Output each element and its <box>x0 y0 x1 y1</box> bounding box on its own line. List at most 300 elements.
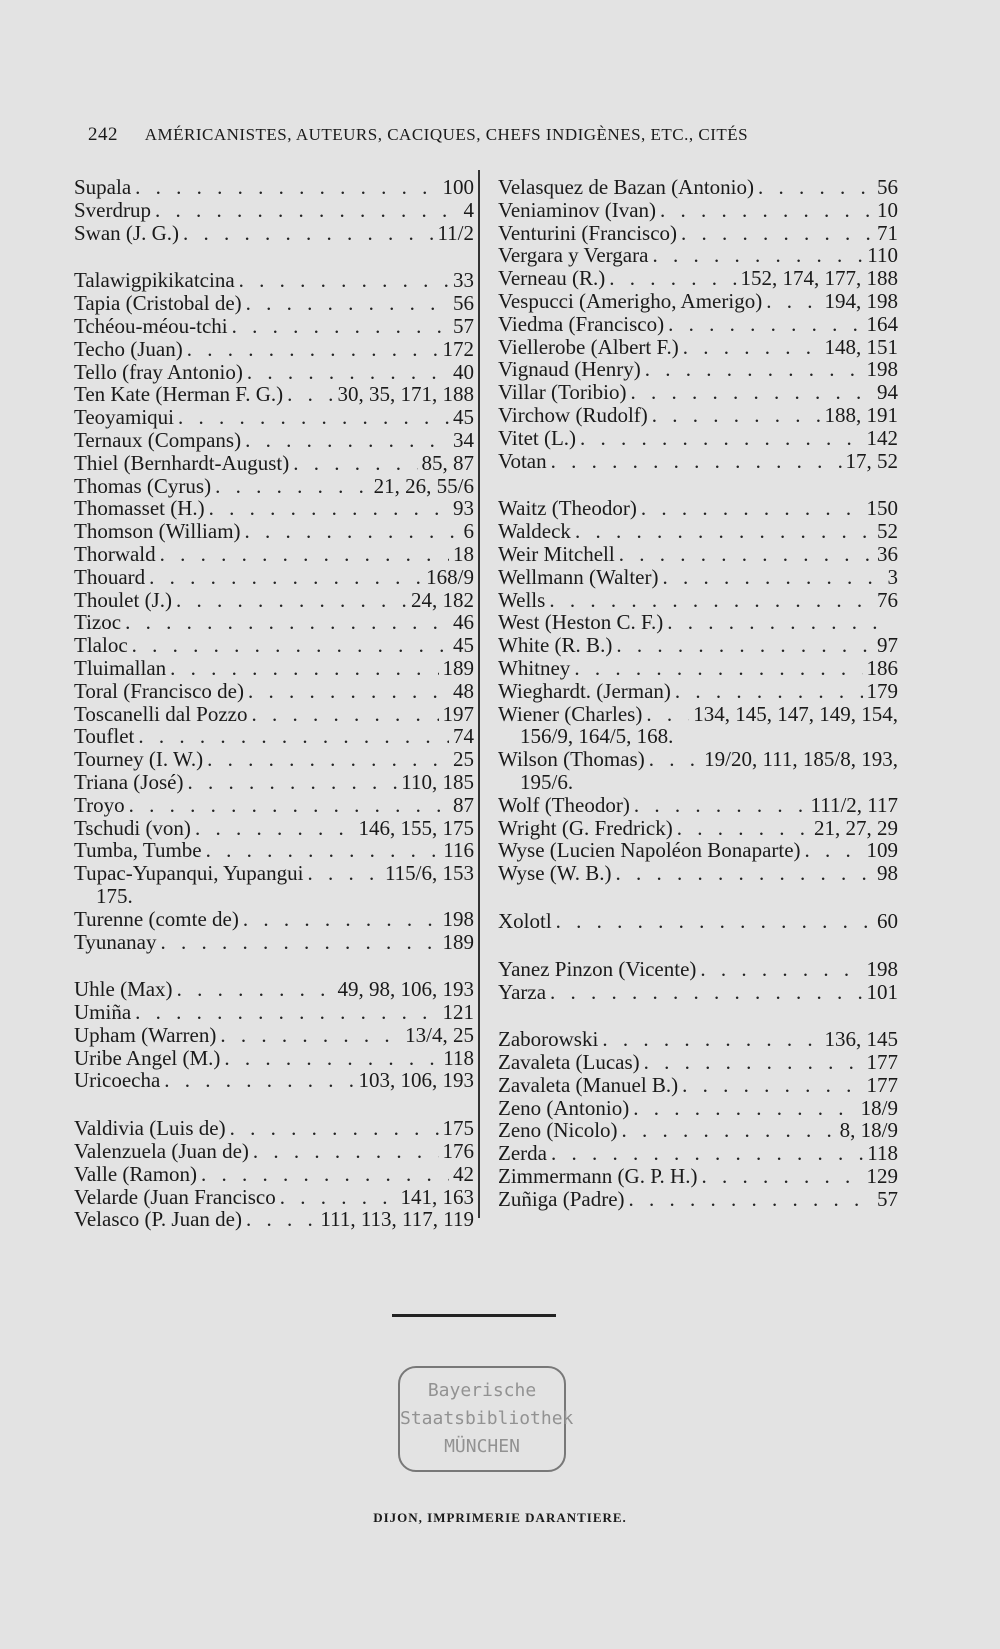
leader-dots <box>580 427 862 450</box>
end-rule <box>392 1314 556 1317</box>
entry-pages: 115/6, 153 <box>384 861 474 886</box>
leader-dots <box>652 404 821 427</box>
entry-pages: 21, 27, 29 <box>814 815 898 840</box>
index-entry <box>74 978 474 1001</box>
entry-pages: 116 <box>443 838 474 863</box>
leader-dots <box>135 176 438 199</box>
entry-name: Vergara y Vergara <box>498 243 649 268</box>
index-entry <box>498 222 898 245</box>
entry-name: Velarde (Juan Francisco <box>74 1184 276 1209</box>
entry-pages: 46 <box>453 610 474 635</box>
index-entry <box>74 1069 474 1092</box>
entry-pages: 97 <box>877 633 898 658</box>
leader-dots <box>574 657 862 680</box>
leader-dots <box>155 199 460 222</box>
entry-name: White (R. B.) <box>498 633 613 658</box>
leader-dots <box>201 1163 449 1186</box>
index-group <box>74 978 474 1092</box>
leader-dots <box>246 1208 316 1231</box>
index-entry <box>498 497 898 520</box>
entry-name: Wyse (W. B.) <box>498 861 612 886</box>
entry-pages: 175 <box>442 1116 474 1141</box>
entry-name: Turenne (comte de) <box>74 906 239 931</box>
entry-name: Veniaminov (Ivan) <box>498 197 657 222</box>
leader-dots <box>549 589 873 612</box>
index-entry <box>498 589 898 612</box>
leader-dots <box>668 313 862 336</box>
entry-name: Talawigpikikatcina <box>74 268 235 293</box>
leader-dots <box>187 338 439 361</box>
entry-name: Zimmermann (G. P. H.) <box>498 1164 698 1189</box>
index-group <box>74 269 474 953</box>
index-entry <box>74 1140 474 1163</box>
entry-name: Wieghardt. (Jerman) <box>498 678 671 703</box>
index-group <box>498 497 898 885</box>
index-column-left <box>74 176 474 1256</box>
entry-pages: 33 <box>453 268 474 293</box>
entry-pages: 24, 182 <box>411 587 474 612</box>
index-entry <box>74 1186 474 1209</box>
index-entry <box>74 566 474 589</box>
entry-pages: 110, 185 <box>401 769 474 794</box>
entry-pages: 118 <box>867 1141 898 1166</box>
index-entry <box>74 338 474 361</box>
leader-dots <box>207 748 449 771</box>
entry-name: Ten Kate (Herman F. G.) <box>74 382 284 407</box>
entry-pages: 76 <box>877 587 898 612</box>
leader-dots <box>675 680 863 703</box>
index-group <box>74 1117 474 1231</box>
entry-name: Whitney <box>498 655 571 680</box>
entry-name: Ternaux (Compans) <box>74 427 242 452</box>
leader-dots <box>125 611 449 634</box>
index-entry <box>74 634 474 657</box>
entry-pages: 110 <box>867 243 898 268</box>
index-entry <box>498 290 898 313</box>
entry-pages: 30, 35, 171, 188 <box>337 382 474 407</box>
index-entry <box>498 1097 898 1120</box>
index-column-right <box>498 176 898 1236</box>
index-entry <box>74 520 474 543</box>
index-entry <box>74 199 474 222</box>
entry-name: Tlaloc <box>74 633 128 658</box>
index-entry <box>74 406 474 429</box>
index-entry <box>498 566 898 589</box>
entry-name: Verneau (R.) <box>498 266 606 291</box>
index-entry <box>74 292 474 315</box>
entry-name: Tupac-Yupanqui, Yupangui <box>74 861 304 886</box>
index-entry <box>498 748 898 771</box>
leader-dots <box>622 1119 836 1142</box>
index-entry <box>74 452 474 475</box>
entry-pages: 198 <box>866 357 898 382</box>
index-entry <box>498 862 898 885</box>
leader-dots <box>556 910 873 933</box>
entry-pages: 18/9 <box>860 1095 898 1120</box>
leader-dots <box>195 817 355 840</box>
index-entry <box>74 1047 474 1070</box>
leader-dots <box>652 244 863 267</box>
leader-dots <box>293 452 417 475</box>
index-entry <box>498 199 898 222</box>
entry-name: Votan <box>498 448 547 473</box>
entry-pages: 197 <box>442 701 474 726</box>
entry-pages: 176 <box>442 1139 474 1164</box>
entry-name: Swan (J. G.) <box>74 220 179 245</box>
leader-dots <box>206 839 440 862</box>
index-group <box>498 1028 898 1210</box>
leader-dots <box>176 589 407 612</box>
index-entry <box>74 361 474 384</box>
index-entry <box>74 817 474 840</box>
index-entry <box>498 450 898 473</box>
entry-pages: 45 <box>453 405 474 430</box>
leader-dots <box>609 267 736 290</box>
index-entry <box>74 222 474 245</box>
leader-dots <box>246 292 449 315</box>
entry-name: Vignaud (Henry) <box>498 357 641 382</box>
index-entry <box>74 657 474 680</box>
entry-name: Zeno (Antonio) <box>498 1095 630 1120</box>
index-entry <box>74 794 474 817</box>
leader-dots <box>307 862 381 885</box>
entry-name: Thomas (Cyrus) <box>74 473 212 498</box>
entry-name: Tluimallan <box>74 655 167 680</box>
leader-dots <box>178 406 449 429</box>
index-entry <box>498 680 898 703</box>
leader-dots <box>239 269 449 292</box>
leader-dots <box>161 931 439 954</box>
index-entry <box>498 1119 898 1142</box>
entry-pages: 19/20, 111, 185/8, 193, <box>704 747 898 772</box>
leader-dots <box>149 566 422 589</box>
index-entry <box>74 1024 474 1047</box>
leader-dots <box>700 958 862 981</box>
entry-name: Yanez Pinzon (Vicente) <box>498 956 697 981</box>
leader-dots <box>629 1188 873 1211</box>
index-entry <box>498 1188 898 1211</box>
leader-dots <box>132 634 449 657</box>
entry-name: Wright (G. Fredrick) <box>498 815 673 840</box>
entry-name: Zavaleta (Lucas) <box>498 1050 640 1075</box>
index-entry <box>498 703 898 726</box>
leader-dots <box>602 1028 820 1051</box>
leader-dots <box>245 520 460 543</box>
index-entry <box>74 611 474 634</box>
entry-pages: 6 <box>463 519 474 544</box>
entry-name: Toscanelli dal Pozzo <box>74 701 248 726</box>
library-stamp <box>398 1366 574 1472</box>
entry-pages: 198 <box>442 906 474 931</box>
entry-pages: 56 <box>453 291 474 316</box>
leader-dots <box>683 336 821 359</box>
index-entry <box>498 313 898 336</box>
entry-name: Tapia (Cristobal de) <box>74 291 242 316</box>
page-number: 242 <box>88 124 118 145</box>
entry-name: Toral (Francisco de) <box>74 678 244 703</box>
index-entry <box>498 244 898 267</box>
entry-name: Zuñiga (Padre) <box>498 1186 625 1211</box>
leader-dots <box>662 566 883 589</box>
entry-pages: 8, 18/9 <box>839 1118 898 1143</box>
index-entry <box>74 429 474 452</box>
index-entry <box>74 543 474 566</box>
index-entry <box>74 497 474 520</box>
index-entry <box>74 475 474 498</box>
leader-dots <box>645 358 863 381</box>
index-entry <box>498 543 898 566</box>
entry-name: Venturini (Francisco) <box>498 220 678 245</box>
entry-name: Vitet (L.) <box>498 425 577 450</box>
index-entry <box>74 748 474 771</box>
leader-dots <box>215 475 370 498</box>
entry-name: Velasco (P. Juan de) <box>74 1207 242 1232</box>
entry-pages: 103, 106, 193 <box>358 1068 474 1093</box>
index-entry <box>498 267 898 290</box>
index-entry <box>498 427 898 450</box>
entry-pages: 13/4, 25 <box>405 1022 474 1047</box>
entry-name: Tizoc <box>74 610 122 635</box>
leader-dots <box>766 290 820 313</box>
leader-dots <box>619 543 873 566</box>
entry-name: Viedma (Francisco) <box>498 311 665 336</box>
index-entry <box>498 1028 898 1051</box>
leader-dots <box>160 543 449 566</box>
index-entry <box>498 657 898 680</box>
leader-dots <box>187 771 397 794</box>
leader-dots <box>183 222 433 245</box>
entry-pages: 177 <box>866 1072 898 1097</box>
index-entry <box>74 269 474 292</box>
entry-name: Valenzuela (Juan de) <box>74 1139 249 1164</box>
entry-name: Waitz (Theodor) <box>498 496 637 521</box>
leader-dots <box>615 862 873 885</box>
entry-name: Zeno (Nicolo) <box>498 1118 618 1143</box>
entry-pages: 42 <box>453 1161 474 1186</box>
index-group <box>498 958 898 1004</box>
leader-dots <box>248 680 449 703</box>
index-entry <box>74 839 474 862</box>
entry-pages: 10 <box>877 197 898 222</box>
index-entry <box>498 358 898 381</box>
header-title: AMÉRICANISTES, AUTEURS, CACIQUES, CHEFS INDIGÈNES, ETC., CITÉS <box>144 125 749 144</box>
entry-pages: 109 <box>866 838 898 863</box>
entry-pages: 168/9 <box>426 564 474 589</box>
entry-name: Vespucci (Amerigho, Amerigo) <box>498 288 763 313</box>
entry-pages: 71 <box>877 220 898 245</box>
entry-name: Supala <box>74 175 132 199</box>
leader-dots <box>247 361 449 384</box>
index-entry <box>498 817 898 840</box>
index-entry <box>498 404 898 427</box>
entry-pages: 141, 163 <box>400 1184 474 1209</box>
stamp-line: MÜNCHEN <box>444 1436 520 1457</box>
leader-dots <box>251 703 438 726</box>
entry-pages: 17, 52 <box>845 448 898 473</box>
leader-dots <box>129 794 449 817</box>
entry-name: Teoyamiqui <box>74 405 175 430</box>
entry-name: Thouard <box>74 564 146 589</box>
leader-dots <box>677 817 810 840</box>
leader-dots <box>630 381 873 404</box>
entry-name: Uhle (Max) <box>74 977 173 1002</box>
entry-pages: 111/2, 117 <box>810 792 898 817</box>
index-entry <box>498 611 898 634</box>
index-group <box>74 176 474 244</box>
entry-name: Upham (Warren) <box>74 1022 217 1047</box>
index-entry <box>498 176 898 199</box>
index-entry <box>498 981 898 1004</box>
entry-name: Valle (Ramon) <box>74 1161 198 1186</box>
entry-pages: 172 <box>442 336 474 361</box>
leader-dots <box>253 1140 439 1163</box>
entry-name: Thomasset (H.) <box>74 496 205 521</box>
entry-pages: 142 <box>866 425 898 450</box>
entry-pages: 85, 87 <box>421 450 474 475</box>
stamp-line: Staatsbibliothek <box>400 1408 574 1429</box>
entry-pages: 164 <box>866 311 898 336</box>
entry-pages: 152, 174, 177, 188 <box>740 266 898 291</box>
index-entry <box>74 931 474 954</box>
entry-name: Zavaleta (Manuel B.) <box>498 1072 679 1097</box>
entry-pages: 177 <box>866 1050 898 1075</box>
leader-dots <box>646 703 689 726</box>
leader-dots <box>280 1186 397 1209</box>
entry-pages: 49, 98, 106, 193 <box>337 977 474 1002</box>
entry-pages: 194, 198 <box>824 288 898 313</box>
index-entry <box>74 1208 474 1231</box>
index-entry <box>498 381 898 404</box>
entry-name: Uribe Angel (M.) <box>74 1045 221 1070</box>
entry-pages: 74 <box>453 724 474 749</box>
leader-dots <box>138 725 449 748</box>
entry-name: Wilson (Thomas) <box>498 747 645 772</box>
entry-pages: 189 <box>442 929 474 954</box>
entry-name: Wellmann (Walter) <box>498 564 659 589</box>
entry-pages: 121 <box>442 1000 474 1025</box>
entry-name: Yarza <box>498 979 547 1004</box>
entry-name: Weir Mitchell <box>498 541 615 566</box>
entry-pages: 18 <box>453 541 474 566</box>
entry-pages: 111, 113, 117, 119 <box>320 1207 474 1232</box>
leader-dots <box>245 429 449 452</box>
entry-pages: 136, 145 <box>824 1027 898 1052</box>
entry-pages: 118 <box>443 1045 474 1070</box>
index-entry <box>74 1163 474 1186</box>
entry-name: Tumba, Tumbe <box>74 838 202 863</box>
leader-dots <box>164 1069 354 1092</box>
entry-pages: 129 <box>866 1164 898 1189</box>
index-entry <box>74 725 474 748</box>
leader-dots <box>701 1165 862 1188</box>
entry-name: Velasquez de Bazan (Antonio) <box>498 175 754 199</box>
entry-continuation: 195/6. <box>520 769 574 794</box>
entry-name: Wyse (Lucien Napoléon Bonaparte) <box>498 838 801 863</box>
leader-dots <box>805 839 863 862</box>
index-entry <box>498 1074 898 1097</box>
entry-name: Thorwald <box>74 541 156 566</box>
index-entry <box>74 1001 474 1024</box>
leader-dots <box>649 748 700 771</box>
entry-name: Troyo <box>74 792 125 817</box>
entry-name: Triana (José) <box>74 769 184 794</box>
leader-dots <box>551 450 842 473</box>
index-entry <box>74 176 474 199</box>
entry-name: Zaborowski <box>498 1027 599 1052</box>
leader-dots <box>224 1047 439 1070</box>
entry-pages: 150 <box>866 496 898 521</box>
index-entry <box>498 336 898 359</box>
leader-dots <box>135 1001 438 1024</box>
entry-name: Tyunanay <box>74 929 157 954</box>
entry-pages: 36 <box>877 541 898 566</box>
entry-pages: 11/2 <box>437 220 474 245</box>
entry-name: Wiener (Charles) <box>498 701 643 726</box>
entry-name: Valdivia (Luis de) <box>74 1116 226 1141</box>
index-entry <box>498 634 898 657</box>
entry-pages: 21, 26, 55/6 <box>373 473 474 498</box>
leader-dots <box>550 981 862 1004</box>
entry-pages: 57 <box>453 313 474 338</box>
leader-dots <box>209 497 449 520</box>
index-entry <box>74 703 474 726</box>
leader-dots <box>682 1074 862 1097</box>
index-entry <box>498 794 898 817</box>
entry-continuation: 156/9, 164/5, 168. <box>520 724 674 749</box>
leader-dots <box>551 1142 863 1165</box>
index-entry <box>74 771 474 794</box>
stamp-line: Bayerische <box>427 1380 537 1401</box>
entry-pages: 87 <box>453 792 474 817</box>
leader-dots <box>287 383 333 406</box>
leader-dots <box>170 657 438 680</box>
leader-dots <box>232 315 449 338</box>
entry-pages: 40 <box>453 359 474 384</box>
entry-pages: 179 <box>866 678 898 703</box>
entry-name: Thoulet (J.) <box>74 587 172 612</box>
entry-pages: 52 <box>877 519 898 544</box>
entry-pages: 93 <box>453 496 474 521</box>
entry-name: Thiel (Bernhardt-August) <box>74 450 290 475</box>
entry-name: Wells <box>498 587 546 612</box>
index-entry <box>74 383 474 406</box>
entry-pages: 101 <box>866 979 898 1004</box>
index-entry <box>74 315 474 338</box>
index-entry <box>498 839 898 862</box>
entry-pages: 146, 155, 175 <box>358 815 474 840</box>
entry-name: Tourney (I. W.) <box>74 747 204 772</box>
leader-dots <box>177 978 334 1001</box>
entry-pages: 60 <box>877 908 898 933</box>
printer-imprint: DIJON, IMPRIMERIE DARANTIERE. <box>373 1510 627 1525</box>
entry-pages: 56 <box>877 175 898 199</box>
entry-name: Tchéou-méou-tchi <box>74 313 228 338</box>
entry-name: Sverdrup <box>74 197 151 222</box>
index-entry <box>74 1117 474 1140</box>
index-entry <box>74 862 474 885</box>
index-entry <box>498 958 898 981</box>
leader-dots <box>616 634 873 657</box>
entry-name: Uricoecha <box>74 1068 161 1093</box>
entry-pages: 148, 151 <box>824 334 898 359</box>
entry-pages: 186 <box>866 655 898 680</box>
index-group <box>498 910 898 933</box>
leader-dots <box>220 1024 401 1047</box>
leader-dots <box>575 520 873 543</box>
entry-pages: 100 <box>442 175 474 199</box>
leader-dots <box>758 176 873 199</box>
entry-name: Villar (Toribio) <box>498 380 627 405</box>
